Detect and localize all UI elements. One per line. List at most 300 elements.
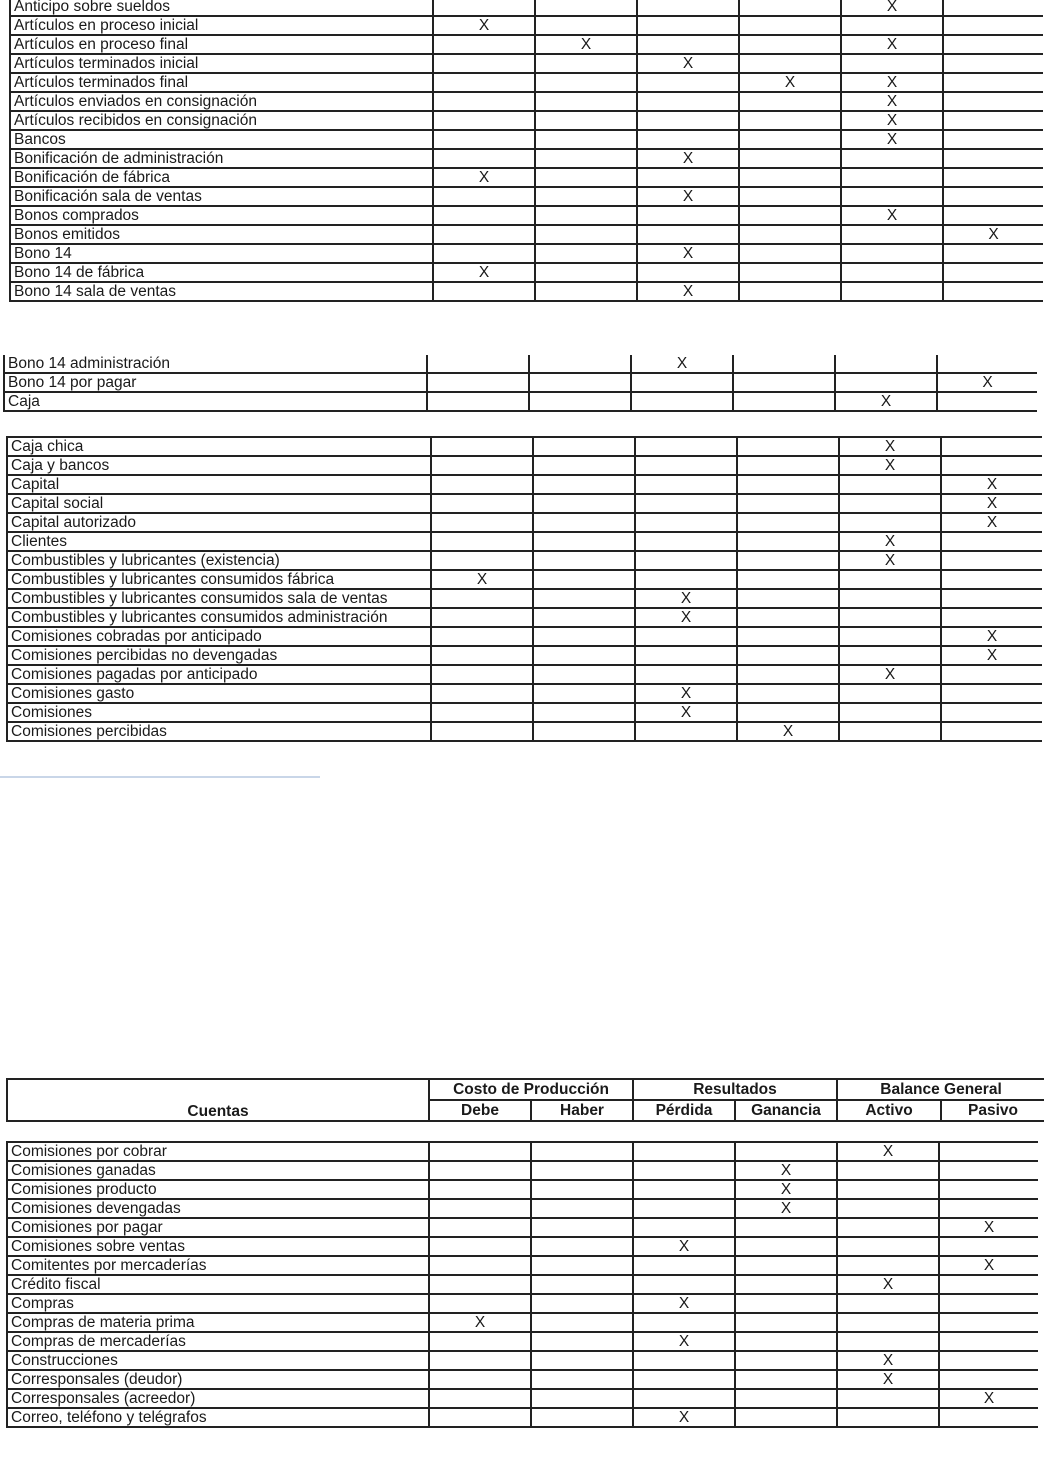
account-name: Comisiones por pagar	[7, 1218, 429, 1237]
account-name: Comisiones	[7, 703, 431, 722]
mark-haber	[531, 1294, 633, 1313]
mark-perdida: X	[637, 54, 739, 73]
account-name: Construcciones	[7, 1351, 429, 1370]
header-debe: Debe	[429, 1100, 531, 1121]
mark-perdida	[635, 551, 737, 570]
mark-pasivo	[939, 1332, 1038, 1351]
mark-ganancia	[739, 54, 841, 73]
accounts-table-block-3	[6, 436, 1042, 776]
mark-debe	[431, 684, 533, 703]
mark-ganancia	[739, 263, 841, 282]
mark-debe	[429, 1275, 531, 1294]
mark-haber	[533, 589, 635, 608]
mark-perdida: X	[633, 1237, 735, 1256]
table-row	[7, 1142, 1038, 1161]
mark-haber	[535, 130, 637, 149]
mark-debe	[429, 1199, 531, 1218]
mark-ganancia	[737, 589, 839, 608]
account-name: Clientes	[7, 532, 431, 551]
table-row	[7, 475, 1042, 494]
mark-debe	[433, 149, 535, 168]
mark-debe	[429, 1218, 531, 1237]
accounts-table-block-2	[3, 355, 1037, 417]
mark-ganancia	[739, 187, 841, 206]
mark-pasivo	[943, 16, 1043, 35]
table-row	[7, 1161, 1038, 1180]
mark-pasivo: X	[939, 1389, 1038, 1408]
mark-ganancia	[739, 225, 841, 244]
account-name: Combustibles y lubricantes consumidos administración	[7, 608, 431, 627]
table-row	[7, 665, 1042, 684]
table-row	[7, 703, 1042, 722]
accounts-table	[3, 355, 1037, 412]
mark-haber	[531, 1408, 633, 1427]
column-header-block	[6, 1078, 1044, 1126]
mark-pasivo	[943, 54, 1043, 73]
mark-ganancia	[735, 1237, 837, 1256]
mark-haber	[535, 244, 637, 263]
mark-activo	[841, 168, 943, 187]
mark-activo	[837, 1161, 939, 1180]
table-row	[10, 111, 1043, 130]
account-name: Capital	[7, 475, 431, 494]
mark-pasivo	[943, 244, 1043, 263]
header-perdida: Pérdida	[633, 1100, 735, 1121]
mark-perdida	[635, 513, 737, 532]
account-name: Artículos en proceso inicial	[10, 16, 433, 35]
mark-perdida	[635, 627, 737, 646]
account-name: Artículos terminados inicial	[10, 54, 433, 73]
mark-activo: X	[839, 532, 941, 551]
mark-haber	[533, 703, 635, 722]
mark-perdida: X	[631, 355, 733, 373]
table-row	[7, 1351, 1038, 1370]
mark-activo	[839, 703, 941, 722]
mark-haber	[535, 54, 637, 73]
mark-activo	[839, 646, 941, 665]
account-name: Bonificación de fábrica	[10, 168, 433, 187]
table-row	[10, 54, 1043, 73]
mark-debe	[431, 665, 533, 684]
mark-ganancia	[735, 1142, 837, 1161]
mark-ganancia	[739, 244, 841, 263]
account-name: Bonos comprados	[10, 206, 433, 225]
account-name: Bancos	[10, 130, 433, 149]
mark-debe	[427, 355, 529, 373]
mark-ganancia	[739, 149, 841, 168]
mark-activo	[839, 513, 941, 532]
mark-ganancia	[739, 282, 841, 301]
mark-pasivo	[941, 665, 1042, 684]
mark-activo	[839, 608, 941, 627]
mark-activo: X	[837, 1275, 939, 1294]
table-row	[10, 168, 1043, 187]
mark-pasivo	[941, 684, 1042, 703]
mark-perdida	[633, 1256, 735, 1275]
mark-activo	[839, 494, 941, 513]
accounts-table	[6, 1141, 1038, 1428]
mark-pasivo	[943, 149, 1043, 168]
mark-haber	[531, 1370, 633, 1389]
mark-debe	[431, 513, 533, 532]
mark-perdida	[635, 665, 737, 684]
mark-ganancia	[737, 456, 839, 475]
mark-ganancia: X	[739, 73, 841, 92]
mark-activo: X	[839, 437, 941, 456]
mark-ganancia	[733, 392, 835, 411]
mark-perdida	[637, 206, 739, 225]
mark-pasivo: X	[941, 494, 1042, 513]
mark-ganancia	[737, 608, 839, 627]
mark-pasivo: X	[941, 513, 1042, 532]
account-name: Comitentes por mercaderías	[7, 1256, 429, 1275]
table-row	[7, 1294, 1038, 1313]
account-name: Artículos enviados en consignación	[10, 92, 433, 111]
mark-perdida	[633, 1313, 735, 1332]
account-name: Bono 14 de fábrica	[10, 263, 433, 282]
mark-ganancia	[737, 513, 839, 532]
mark-haber	[533, 475, 635, 494]
mark-haber	[529, 355, 631, 373]
account-name: Caja chica	[7, 437, 431, 456]
mark-pasivo	[939, 1370, 1038, 1389]
mark-perdida	[633, 1275, 735, 1294]
mark-ganancia	[739, 206, 841, 225]
account-name: Correo, teléfono y telégrafos	[7, 1408, 429, 1427]
account-name: Comisiones percibidas	[7, 722, 431, 741]
mark-activo	[837, 1218, 939, 1237]
mark-debe	[431, 551, 533, 570]
table-row	[7, 608, 1042, 627]
table-row	[7, 722, 1042, 741]
mark-activo	[839, 589, 941, 608]
mark-pasivo	[943, 263, 1043, 282]
mark-pasivo	[939, 1180, 1038, 1199]
mark-ganancia	[739, 16, 841, 35]
mark-ganancia	[739, 35, 841, 54]
mark-perdida	[633, 1142, 735, 1161]
mark-perdida	[637, 0, 739, 16]
mark-haber	[533, 684, 635, 703]
account-name: Combustibles y lubricantes consumidos fábrica	[7, 570, 431, 589]
mark-ganancia	[735, 1275, 837, 1294]
mark-debe	[429, 1180, 531, 1199]
mark-haber	[535, 92, 637, 111]
mark-debe	[431, 627, 533, 646]
mark-activo: X	[841, 73, 943, 92]
table-row	[10, 16, 1043, 35]
mark-haber	[535, 263, 637, 282]
mark-debe	[431, 494, 533, 513]
mark-pasivo	[943, 187, 1043, 206]
mark-debe	[431, 722, 533, 741]
account-name: Comisiones por cobrar	[7, 1142, 429, 1161]
mark-debe	[433, 92, 535, 111]
mark-pasivo	[943, 206, 1043, 225]
mark-haber	[535, 111, 637, 130]
mark-pasivo	[943, 92, 1043, 111]
header-resultados: Resultados	[633, 1079, 837, 1100]
mark-haber	[533, 456, 635, 475]
mark-debe: X	[433, 16, 535, 35]
mark-debe	[433, 282, 535, 301]
mark-haber	[533, 722, 635, 741]
accounts-table-block-1	[9, 0, 1043, 336]
accounts-table	[6, 436, 1042, 742]
mark-perdida	[637, 130, 739, 149]
mark-haber	[531, 1237, 633, 1256]
mark-activo	[841, 244, 943, 263]
account-name: Corresponsales (acreedor)	[7, 1389, 429, 1408]
mark-haber	[533, 665, 635, 684]
mark-ganancia	[735, 1294, 837, 1313]
mark-haber	[533, 551, 635, 570]
mark-perdida	[633, 1218, 735, 1237]
mark-debe	[431, 532, 533, 551]
mark-perdida: X	[633, 1408, 735, 1427]
mark-pasivo: X	[941, 646, 1042, 665]
table-row	[7, 1256, 1038, 1275]
mark-perdida	[637, 225, 739, 244]
mark-perdida	[635, 722, 737, 741]
table-row	[10, 149, 1043, 168]
mark-ganancia: X	[735, 1199, 837, 1218]
mark-pasivo	[937, 355, 1037, 373]
mark-pasivo	[941, 570, 1042, 589]
mark-ganancia	[739, 0, 841, 16]
mark-debe	[431, 475, 533, 494]
mark-haber	[531, 1313, 633, 1332]
mark-haber	[533, 532, 635, 551]
mark-haber	[535, 149, 637, 168]
mark-pasivo	[939, 1294, 1038, 1313]
table-row	[7, 437, 1042, 456]
mark-perdida: X	[637, 244, 739, 263]
mark-activo: X	[841, 206, 943, 225]
mark-pasivo	[939, 1275, 1038, 1294]
mark-ganancia	[735, 1313, 837, 1332]
mark-activo	[837, 1180, 939, 1199]
mark-ganancia	[737, 532, 839, 551]
mark-haber	[529, 392, 631, 411]
mark-debe	[431, 646, 533, 665]
column-header-table	[6, 1078, 1044, 1122]
mark-activo	[839, 627, 941, 646]
table-row	[10, 187, 1043, 206]
mark-activo	[841, 263, 943, 282]
account-name: Caja	[4, 392, 427, 411]
mark-activo	[837, 1332, 939, 1351]
mark-haber	[531, 1332, 633, 1351]
mark-pasivo: X	[943, 225, 1043, 244]
table-row	[7, 1275, 1038, 1294]
mark-perdida	[635, 570, 737, 589]
mark-debe	[433, 0, 535, 16]
account-name: Anticipo sobre sueldos	[10, 0, 433, 16]
mark-pasivo: X	[941, 475, 1042, 494]
account-name: Comisiones pagadas por anticipado	[7, 665, 431, 684]
mark-activo	[839, 570, 941, 589]
table-row	[7, 513, 1042, 532]
mark-pasivo	[941, 456, 1042, 475]
mark-haber	[533, 608, 635, 627]
account-name: Compras de materia prima	[7, 1313, 429, 1332]
mark-debe	[433, 73, 535, 92]
mark-pasivo	[941, 703, 1042, 722]
mark-haber	[531, 1142, 633, 1161]
mark-activo	[839, 722, 941, 741]
mark-debe	[429, 1237, 531, 1256]
mark-perdida: X	[635, 684, 737, 703]
accounts-table-block-5	[6, 1141, 1038, 1464]
mark-haber	[531, 1351, 633, 1370]
table-row	[10, 282, 1043, 301]
table-row	[10, 73, 1043, 92]
mark-pasivo	[941, 532, 1042, 551]
mark-activo	[841, 187, 943, 206]
mark-perdida	[637, 111, 739, 130]
mark-ganancia	[737, 665, 839, 684]
account-name: Compras de mercaderías	[7, 1332, 429, 1351]
mark-activo	[841, 225, 943, 244]
mark-activo	[837, 1313, 939, 1332]
account-name: Bonificación de administración	[10, 149, 433, 168]
mark-ganancia	[735, 1256, 837, 1275]
table-row	[7, 1389, 1038, 1408]
table-row	[10, 225, 1043, 244]
account-name: Artículos terminados final	[10, 73, 433, 92]
table-row	[7, 494, 1042, 513]
mark-ganancia	[739, 130, 841, 149]
table-row	[4, 392, 1037, 411]
mark-ganancia	[739, 168, 841, 187]
mark-haber	[535, 168, 637, 187]
table-row	[7, 646, 1042, 665]
mark-debe	[433, 35, 535, 54]
mark-debe: X	[431, 570, 533, 589]
mark-haber	[535, 0, 637, 16]
mark-debe	[429, 1370, 531, 1389]
header-activo: Activo	[837, 1100, 941, 1121]
mark-pasivo	[941, 551, 1042, 570]
mark-ganancia	[737, 551, 839, 570]
table-row	[7, 1180, 1038, 1199]
mark-debe	[429, 1408, 531, 1427]
mark-perdida	[633, 1370, 735, 1389]
mark-ganancia	[737, 570, 839, 589]
mark-haber	[533, 570, 635, 589]
mark-activo: X	[835, 392, 937, 411]
mark-pasivo	[943, 168, 1043, 187]
mark-debe	[433, 187, 535, 206]
account-name: Comisiones devengadas	[7, 1199, 429, 1218]
account-name: Bono 14 administración	[4, 355, 427, 373]
mark-ganancia	[733, 355, 835, 373]
mark-perdida	[637, 92, 739, 111]
mark-haber	[535, 206, 637, 225]
mark-ganancia	[737, 437, 839, 456]
account-name: Bonificación sala de ventas	[10, 187, 433, 206]
mark-debe	[433, 206, 535, 225]
account-name: Comisiones cobradas por anticipado	[7, 627, 431, 646]
mark-pasivo	[941, 589, 1042, 608]
mark-activo	[841, 282, 943, 301]
mark-haber	[535, 225, 637, 244]
mark-ganancia	[739, 92, 841, 111]
mark-pasivo: X	[939, 1256, 1038, 1275]
mark-debe	[429, 1256, 531, 1275]
account-name: Combustibles y lubricantes consumidos sala de ventas	[7, 589, 431, 608]
mark-ganancia	[735, 1408, 837, 1427]
mark-haber	[531, 1199, 633, 1218]
mark-haber	[529, 373, 631, 392]
account-name: Comisiones producto	[7, 1180, 429, 1199]
mark-ganancia	[737, 684, 839, 703]
mark-debe	[433, 225, 535, 244]
accounts-table	[9, 0, 1043, 302]
table-row	[4, 373, 1037, 392]
mark-perdida	[631, 373, 733, 392]
table-row	[7, 1408, 1038, 1427]
mark-perdida	[633, 1161, 735, 1180]
mark-debe	[427, 392, 529, 411]
mark-perdida	[635, 532, 737, 551]
mark-perdida: X	[637, 282, 739, 301]
mark-activo	[835, 373, 937, 392]
mark-activo: X	[839, 456, 941, 475]
mark-pasivo	[941, 437, 1042, 456]
mark-pasivo	[943, 35, 1043, 54]
mark-haber	[531, 1389, 633, 1408]
header-ganancia: Ganancia	[735, 1100, 837, 1121]
mark-debe	[429, 1161, 531, 1180]
mark-perdida	[633, 1180, 735, 1199]
mark-debe	[433, 130, 535, 149]
account-name: Comisiones percibidas no devengadas	[7, 646, 431, 665]
mark-pasivo	[943, 111, 1043, 130]
account-name: Comisiones sobre ventas	[7, 1237, 429, 1256]
account-name: Capital social	[7, 494, 431, 513]
mark-activo: X	[841, 35, 943, 54]
mark-ganancia	[733, 373, 835, 392]
mark-perdida	[637, 168, 739, 187]
header-balance-general: Balance General	[837, 1079, 1044, 1100]
account-name: Comisiones ganadas	[7, 1161, 429, 1180]
mark-haber	[533, 513, 635, 532]
mark-debe	[429, 1294, 531, 1313]
mark-activo	[841, 149, 943, 168]
mark-haber	[533, 627, 635, 646]
account-name: Bono 14 sala de ventas	[10, 282, 433, 301]
mark-haber	[531, 1218, 633, 1237]
mark-activo: X	[837, 1351, 939, 1370]
table-row	[7, 456, 1042, 475]
mark-pasivo	[939, 1351, 1038, 1370]
mark-perdida	[637, 263, 739, 282]
mark-haber	[535, 187, 637, 206]
mark-haber: X	[535, 35, 637, 54]
table-row	[7, 1313, 1038, 1332]
mark-debe: X	[433, 263, 535, 282]
mark-perdida	[633, 1199, 735, 1218]
mark-pasivo	[939, 1237, 1038, 1256]
mark-activo: X	[839, 551, 941, 570]
table-row	[7, 627, 1042, 646]
mark-perdida	[635, 646, 737, 665]
mark-debe	[429, 1332, 531, 1351]
account-name: Capital autorizado	[7, 513, 431, 532]
mark-pasivo	[939, 1313, 1038, 1332]
